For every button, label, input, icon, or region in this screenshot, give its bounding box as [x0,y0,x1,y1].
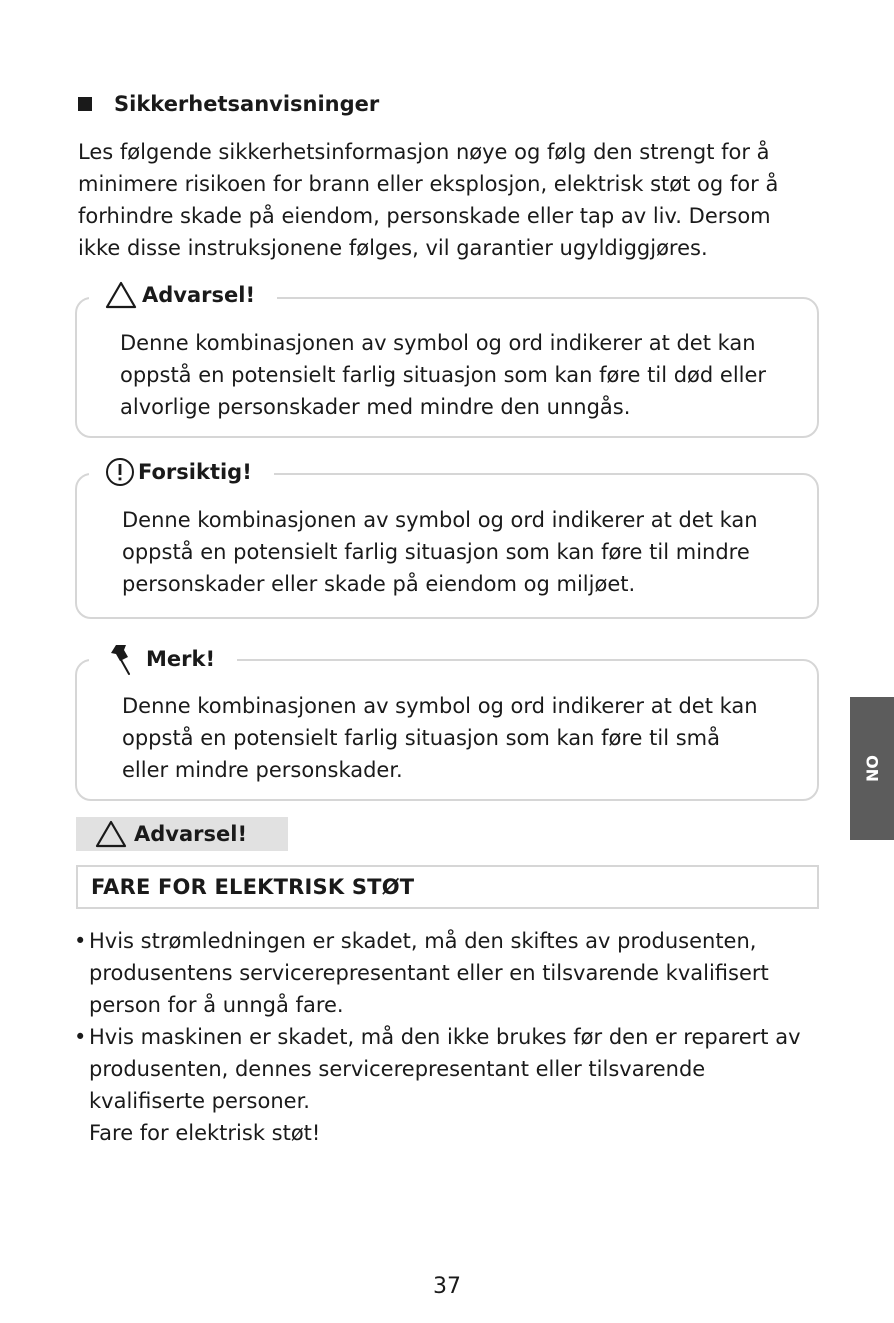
page-number: 37 [433,1274,461,1299]
warning-label-text: Advarsel! [142,283,256,307]
caution-line: Denne kombinasjonen av symbol og ord indikerer at det kan [122,508,758,532]
side-tab-label: NO [862,755,882,782]
trailing-note: Fare for elektrisk støt! [89,1121,321,1145]
bullet-line: Hvis strømledningen er skadet, må den skiftes av produsenten, [89,929,757,953]
hazard-title: FARE FOR ELEKTRISK STØT [91,875,415,899]
caution-label-text: Forsiktig! [138,460,252,484]
hazard-box [76,865,819,909]
warning-line: alvorlige personskader med mindre den unngås. [120,395,631,419]
square-bullet-icon [78,97,92,111]
intro-line: Les følgende sikkerhetsinformasjon nøye og følg den strengt for å [78,140,770,164]
bullet-line: kvalifiserte personer. [89,1089,310,1113]
warning-banner-text: Advarsel! [134,822,248,846]
note-line: Denne kombinasjonen av symbol og ord indikerer at det kan [122,694,758,718]
caution-line: personskader eller skade på eiendom og miljøet. [122,572,636,596]
section-title: Sikkerhetsanvisninger [114,92,380,116]
list-item [74,1021,834,1117]
list-item [74,925,834,1021]
language-side-tab [850,697,894,840]
warning-banner [76,817,288,851]
bullet-line: produsenten, dennes servicerepresentant eller tilsvarende [89,1057,706,1081]
intro-line: minimere risikoen for brann eller eksplosjon, elektrisk støt og for å [78,172,779,196]
exclamation-circle-icon [104,456,136,488]
warning-box-body [120,327,766,423]
caution-line: oppstå en potensielt farlig situasjon som kan føre til mindre [122,540,750,564]
bullet-line: person for å unngå fare. [89,993,344,1017]
note-box-body [122,690,758,786]
note-line: eller mindre personskader. [122,758,403,782]
warning-line: oppstå en potensielt farlig situasjon som kan føre til død eller [120,363,767,387]
note-label-text: Merk! [146,647,216,671]
bullet-line: produsentens servicerepresentant eller en tilsvarende kvalifisert [89,961,769,985]
bullet-dot: • [74,1025,87,1049]
warning-triangle-icon [94,819,128,849]
warning-triangle-icon [104,280,138,310]
bullet-dot: • [74,929,87,953]
intro-paragraph [78,136,818,264]
intro-line: forhindre skade på eiendom, personskade eller tap av liv. Dersom [78,204,771,228]
note-line: oppstå en potensielt farlig situasjon som kan føre til små [122,726,720,750]
warning-box-label [100,280,263,310]
caution-box-label [100,456,260,488]
intro-line: ikke disse instruksjonene følges, vil garantier ugyldiggjøres. [78,236,708,260]
bullet-line: Hvis maskinen er skadet, må den ikke brukes før den er reparert av [89,1025,801,1049]
section-heading [78,92,379,116]
caution-box-body [122,504,758,600]
pushpin-icon [108,642,138,676]
note-box-label [104,642,223,676]
warning-line: Denne kombinasjonen av symbol og ord indikerer at det kan [120,331,756,355]
bullet-list [74,925,834,1149]
